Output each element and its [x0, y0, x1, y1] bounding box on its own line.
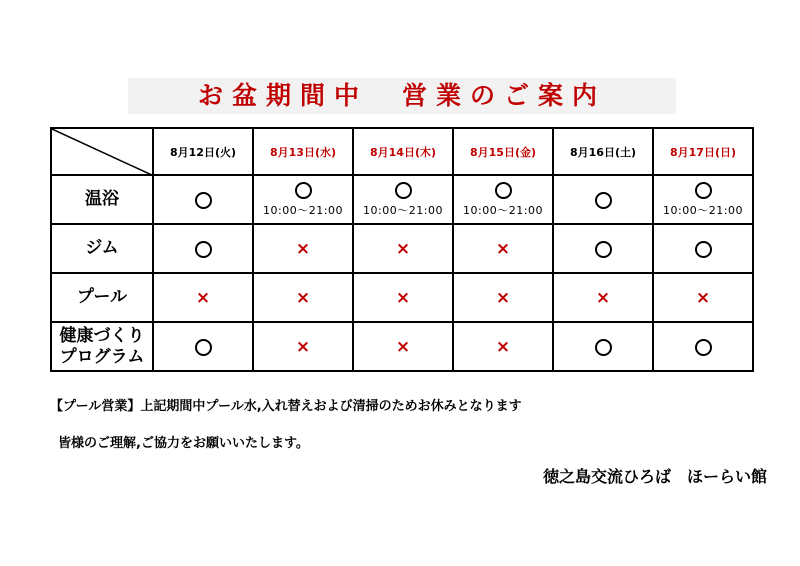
closed-cross-icon: ×	[695, 288, 711, 308]
status-cell	[153, 322, 253, 371]
row-label-line: 健康づくり	[59, 325, 145, 346]
open-circle-icon	[395, 182, 412, 199]
status-cell	[153, 175, 253, 224]
hours-text: 10:00～21:00	[263, 203, 343, 217]
date-label: 8月16日(土)	[569, 145, 637, 159]
row-label-pool: プール	[51, 273, 153, 322]
date-label: 8月15日(金)	[469, 145, 537, 159]
status-cell	[353, 322, 453, 371]
closed-cross-icon: ×	[395, 337, 411, 357]
status-cell	[553, 224, 653, 273]
status-cell	[653, 322, 753, 371]
date-label: 8月17日(日)	[669, 145, 737, 159]
row-bath	[51, 175, 753, 224]
hours-text: 10:00～21:00	[663, 203, 743, 217]
hours-text: 10:00～21:00	[363, 203, 443, 217]
date-label: 8月13日(水)	[269, 145, 337, 159]
row-health-program	[51, 322, 753, 371]
closed-cross-icon: ×	[395, 239, 411, 259]
page-title: お盆期間中 営業のご案内	[128, 78, 676, 114]
open-circle-icon	[595, 339, 612, 356]
open-circle-icon	[695, 339, 712, 356]
row-pool	[51, 273, 753, 322]
status-cell	[153, 224, 253, 273]
date-header-0816	[553, 128, 653, 175]
corner-cell	[51, 128, 153, 175]
thanks-message: 皆様のご理解,ご協力をお願いいたします。	[58, 436, 309, 451]
status-cell	[553, 273, 653, 322]
closed-cross-icon: ×	[495, 337, 511, 357]
status-cell	[253, 224, 353, 273]
hours-text: 10:00～21:00	[463, 203, 543, 217]
status-cell	[353, 224, 453, 273]
facility-name: 徳之島交流ひろば ほーらい館	[542, 467, 767, 486]
open-circle-icon	[195, 339, 212, 356]
status-cell	[553, 322, 653, 371]
status-cell	[553, 175, 653, 224]
status-cell	[453, 224, 553, 273]
row-label-health-program	[51, 322, 153, 371]
date-header-0814	[353, 128, 453, 175]
date-header-0817	[653, 128, 753, 175]
date-label: 8月12日(火)	[169, 145, 237, 159]
status-cell	[353, 273, 453, 322]
open-circle-icon	[695, 241, 712, 258]
row-label-line: プログラム	[59, 346, 145, 367]
status-cell	[453, 175, 553, 224]
status-cell	[453, 273, 553, 322]
status-cell	[253, 273, 353, 322]
status-cell	[353, 175, 453, 224]
open-circle-icon	[195, 241, 212, 258]
row-label-gym: ジム	[51, 224, 153, 273]
status-cell	[453, 322, 553, 371]
open-circle-icon	[595, 241, 612, 258]
closed-cross-icon: ×	[195, 288, 211, 308]
diagonal-line	[52, 129, 154, 176]
date-label: 8月14日(木)	[369, 145, 437, 159]
closed-cross-icon: ×	[495, 288, 511, 308]
status-cell	[153, 273, 253, 322]
date-header-0815	[453, 128, 553, 175]
open-circle-icon	[595, 192, 612, 209]
closed-cross-icon: ×	[395, 288, 411, 308]
open-circle-icon	[495, 182, 512, 199]
closed-cross-icon: ×	[295, 288, 311, 308]
status-cell	[253, 175, 353, 224]
row-label-bath: 温浴	[51, 175, 153, 224]
open-circle-icon	[695, 182, 712, 199]
schedule-table	[50, 127, 754, 372]
open-circle-icon	[195, 192, 212, 209]
status-cell	[653, 175, 753, 224]
closed-cross-icon: ×	[495, 239, 511, 259]
date-header-0813	[253, 128, 353, 175]
closed-cross-icon: ×	[295, 239, 311, 259]
open-circle-icon	[295, 182, 312, 199]
status-cell	[653, 273, 753, 322]
header-row	[51, 128, 753, 175]
closed-cross-icon: ×	[595, 288, 611, 308]
closed-cross-icon: ×	[295, 337, 311, 357]
status-cell	[253, 322, 353, 371]
status-cell	[653, 224, 753, 273]
row-gym	[51, 224, 753, 273]
pool-notice: 【プール営業】上記期間中プール水,入れ替えおよび清掃のためお休みとなります	[50, 399, 522, 414]
date-header-0812	[153, 128, 253, 175]
